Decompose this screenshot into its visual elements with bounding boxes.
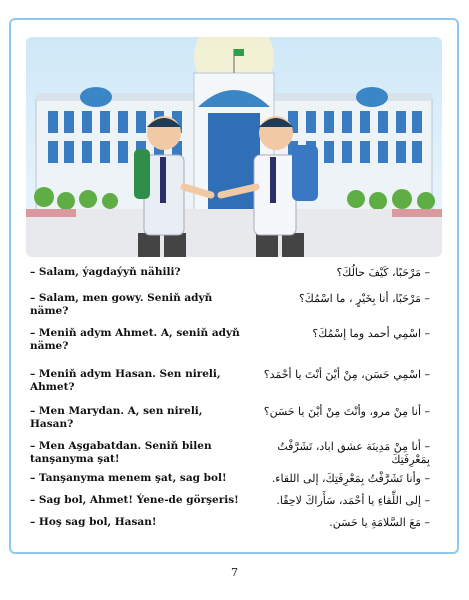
turkmen-line: Salam, men gowy. Seniň adyň näme? (30, 292, 213, 317)
turkmen-line: Salam, ýagdaýyň nähili? (38, 266, 181, 278)
arabic-line: – إلى اللِّقاءِ يا أحْمَد، سَأَراكَ لاحِقًا. (276, 494, 430, 507)
arabic-line: – مَعَ السَّلامَةِ يا حَسَن. (329, 516, 430, 529)
turkmen-line: Meniň adym Ahmet. A, seniň adyň näme? (30, 327, 240, 352)
illustration-svg (26, 37, 442, 257)
dash: – (30, 405, 39, 417)
turkmen-line: Sag bol, Ahmet! Ýene-de görşeris! (38, 494, 239, 506)
arabic-line: – اسْمِي حَسَن، مِنْ أيْنَ أنْتَ يا أحْمَد؟ (263, 368, 430, 381)
turkmen-line: Tanşanyma menem şat, sag bol! (38, 472, 227, 484)
dash: – (30, 327, 39, 339)
arabic-line: – أنا مِنْ مرو، وأنْتَ مِنْ أيْنَ يا حَسَن؟ (263, 405, 430, 418)
dash: – (30, 368, 39, 380)
turkmen-line: Men Aşgabatdan. Seniň bilen tanşanyma şat! (30, 440, 212, 465)
turkmen-line: Hoş sag bol, Hasan! (38, 516, 157, 528)
page-number: 7 (231, 566, 238, 579)
dash: – (30, 516, 39, 528)
arabic-line: – مَرْحَبًا، أنا بِخَيْرٍ ، ما اسْمُكَ؟ (298, 292, 430, 305)
illustration-boys-greeting (26, 37, 442, 257)
dash: – (30, 292, 39, 304)
arabic-line: – أنا مِنْ مَدِينَة عشق اباد، تَشَرَّفْتُ بِمَعْرِفَتِكَ (277, 440, 430, 466)
turkmen-line: Meniň adym Hasan. Sen nireli, Ahmet? (30, 368, 221, 393)
arabic-line: – مَرْحَبًا، كَيْفَ حالُكَ؟ (336, 266, 430, 279)
dash: – (30, 472, 39, 484)
arabic-line: – وأنا تَشَرَّفْتُ بِمَعْرِفَتِكَ، إلى اللقاء. (271, 472, 430, 485)
dash: – (30, 494, 39, 506)
dash: – (30, 266, 39, 278)
arabic-line: – اسْمِي أحمد وما إسْمُكَ؟ (312, 327, 430, 340)
dash: – (30, 440, 39, 452)
turkmen-line: Men Marydan. A, sen nireli, Hasan? (30, 405, 203, 430)
